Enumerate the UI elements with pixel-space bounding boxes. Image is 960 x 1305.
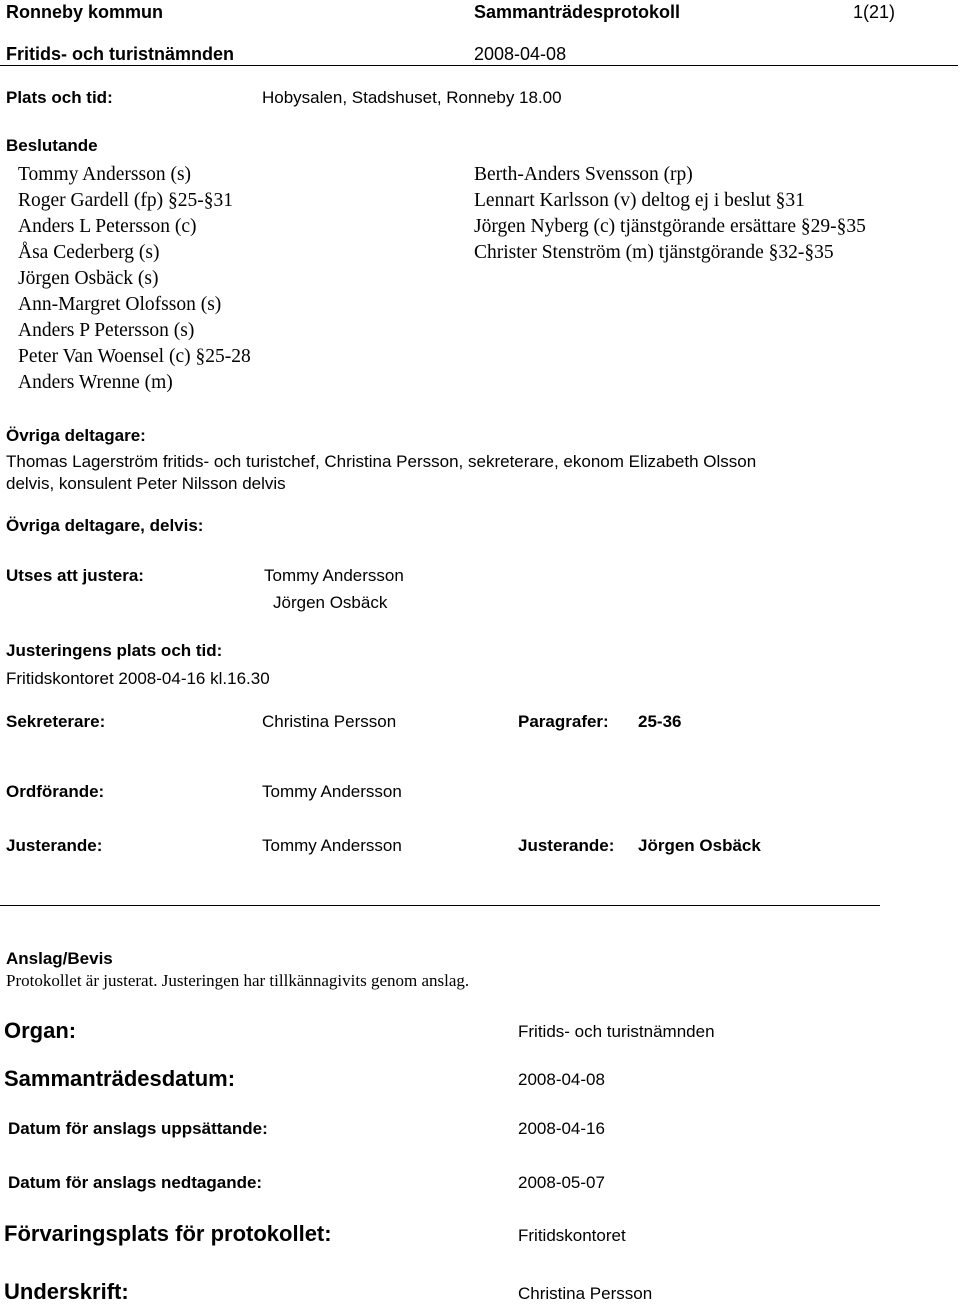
list-item: Åsa Cederberg (s)	[18, 242, 160, 263]
list-item: Peter Van Woensel (c) §25-28	[18, 346, 251, 367]
adjuster-value: Tommy Andersson	[262, 836, 402, 855]
deciding-label: Beslutande	[6, 136, 98, 155]
deciding-right-list	[474, 162, 866, 266]
deciding-left-list	[18, 162, 251, 396]
adjust-place-value: Fritidskontoret 2008-04-16 kl.16.30	[6, 669, 270, 688]
signature-value: Christina Persson	[518, 1284, 653, 1303]
list-item: Berth-Anders Svensson (rp)	[474, 164, 693, 185]
adjuster-name-1: Tommy Andersson	[264, 566, 404, 585]
meeting-date: 2008-04-08	[474, 44, 567, 64]
adjust-label: Utses att justera:	[6, 566, 144, 585]
paragraphs-label: Paragrafer:	[518, 712, 609, 731]
list-item: Roger Gardell (fp) §25-§31	[18, 190, 233, 211]
others-label: Övriga deltagare:	[6, 426, 146, 445]
chair-value: Tommy Andersson	[262, 782, 402, 801]
adjuster-label: Justerande:	[6, 836, 103, 855]
meeting-date-value: 2008-04-08	[518, 1070, 605, 1089]
chair-label: Ordförande:	[6, 782, 105, 801]
others-line-1: Thomas Lagerström fritids- och turistchef, Christina Persson, sekreterare, ekonom Elizabeth Olsson	[6, 452, 757, 471]
organ-label: Organ:	[4, 1018, 77, 1043]
posted-label: Datum för anslags uppsättande:	[8, 1119, 268, 1138]
list-item: Christer Stenström (m) tjänstgörande §32-§35	[474, 242, 834, 263]
place-value: Hobysalen, Stadshuset, Ronneby 18.00	[262, 88, 562, 107]
organ-value: Fritids- och turistnämnden	[518, 1022, 715, 1041]
list-item: Anders P Petersson (s)	[18, 320, 195, 341]
list-item: Jörgen Osbäck (s)	[18, 268, 159, 289]
adjust-place-label: Justeringens plats och tid:	[6, 641, 223, 660]
adjuster2-value: Jörgen Osbäck	[638, 836, 761, 855]
others-partial-label: Övriga deltagare, delvis:	[6, 516, 204, 535]
notice-text: Protokollet är justerat. Justeringen har tillkännagivits genom anslag.	[6, 971, 470, 990]
signature-label: Underskrift:	[4, 1279, 129, 1304]
adjuster-name-2: Jörgen Osbäck	[273, 593, 388, 612]
document-type: Sammanträdesprotokoll	[474, 2, 681, 22]
meeting-date-label: Sammanträdesdatum:	[4, 1066, 236, 1091]
list-item: Lennart Karlsson (v) deltog ej i beslut §31	[474, 190, 805, 211]
secretary-label: Sekreterare:	[6, 712, 106, 731]
board-name: Fritids- och turistnämnden	[6, 44, 235, 64]
posted-value: 2008-04-16	[518, 1119, 605, 1138]
storage-value: Fritidskontoret	[518, 1226, 626, 1245]
others-line-2: delvis, konsulent Peter Nilsson delvis	[6, 474, 286, 493]
municipality-name: Ronneby kommun	[6, 2, 164, 22]
notice-title: Anslag/Bevis	[6, 949, 113, 968]
list-item: Anders L Petersson (c)	[18, 216, 197, 237]
list-item: Tommy Andersson (s)	[18, 164, 192, 185]
adjuster2-label: Justerande:	[518, 836, 615, 855]
page-number: 1(21)	[853, 2, 896, 22]
place-label: Plats och tid:	[6, 88, 113, 107]
list-item: Anders Wrenne (m)	[18, 372, 173, 393]
removed-value: 2008-05-07	[518, 1173, 605, 1192]
paragraphs-value: 25-36	[638, 712, 682, 731]
notice-divider	[0, 905, 880, 906]
secretary-value: Christina Persson	[262, 712, 397, 731]
list-item: Jörgen Nyberg (c) tjänstgörande ersättare §29-§35	[474, 216, 866, 237]
storage-label: Förvaringsplats för protokollet:	[4, 1221, 332, 1246]
removed-label: Datum för anslags nedtagande:	[8, 1173, 263, 1192]
list-item: Ann-Margret Olofsson (s)	[18, 294, 222, 315]
header-divider	[0, 65, 958, 66]
